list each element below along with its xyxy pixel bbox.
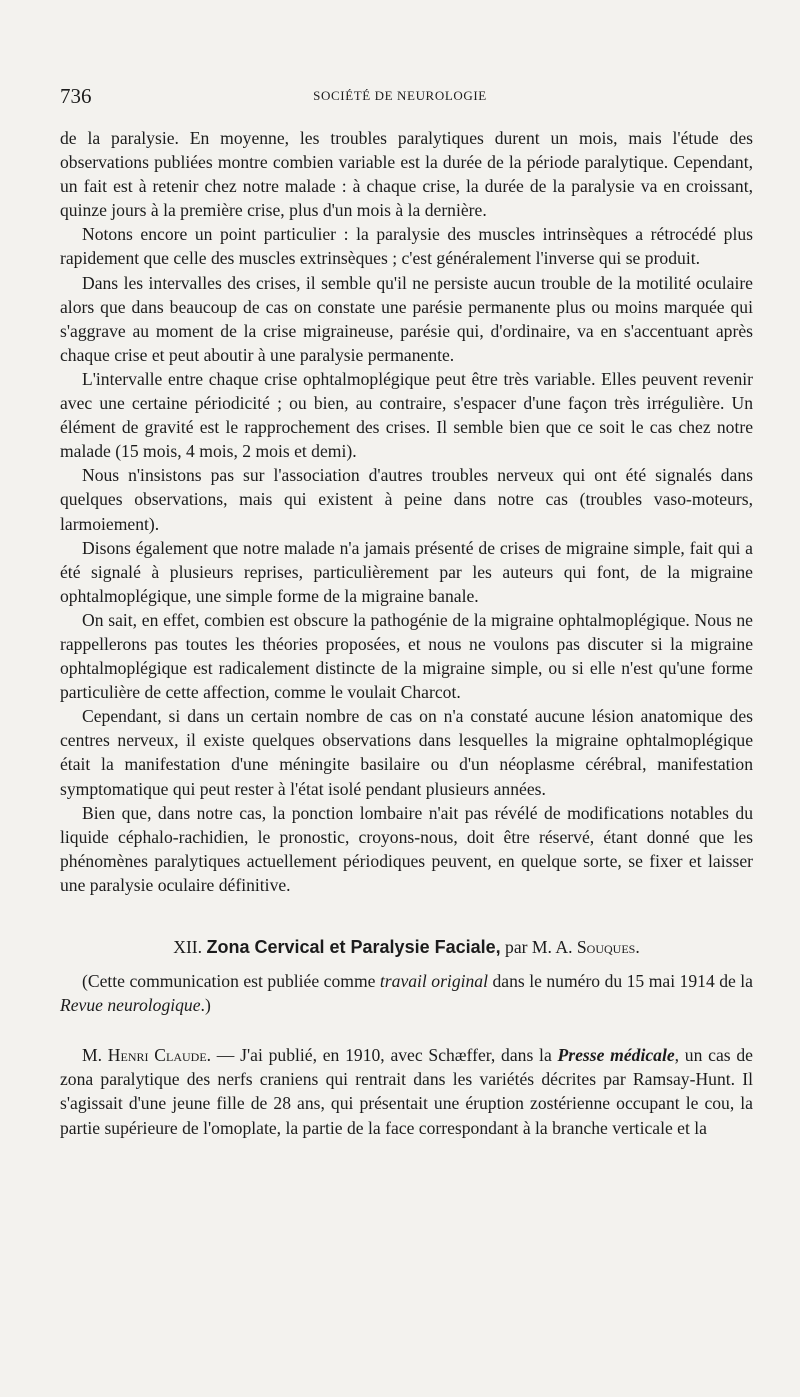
paragraph: de la paralysie. En moyenne, les troubles paralytiques durent un mois, mais l'étude des observations publiées montre combien variable est la durée de la période paralytique. Cependant, un fait est à retenir chez notre malade : à chaque crise, la durée de la paralysie va en croissant, quinze jours à la première crise, plus d'un mois à la dernière. bbox=[60, 128, 753, 221]
discussion-paragraph bbox=[60, 1043, 753, 1139]
note-text: .) bbox=[200, 995, 211, 1016]
note-text: dans le numéro du 15 mai 1914 de la bbox=[488, 971, 753, 992]
paragraph: On sait, en effet, combien est obscure la pathogénie de la migraine ophtalmoplégique. Nous ne rappellerons pas toutes les théories proposées, et nous ne voulons pas discuter si la migraine ophtalmoplégique est radicalement distincte de la migraine simple, ou si elle n'est qu'une forme particulière de cette affection, comme le voulait Charcot. bbox=[60, 609, 753, 703]
section-title: Zona Cervical et Paralysie Faciale, bbox=[206, 937, 501, 957]
paragraph: Bien que, dans notre cas, la ponction lombaire n'ait pas révélé de modifications notables du liquide céphalo-rachidien, le pronostic, croyons-nous, doit être réservé, étant donné que les phénomènes paralytiques actuellement périodiques peuvent, en quelque sorte, se fixer et laisser une paralysie oculaire définitive. bbox=[60, 802, 753, 895]
paragraph: Nous n'insistons pas sur l'association d'autres troubles nerveux qui ont été signalés dans quelques observations, mais qui existent à peine dans notre cas (troubles vaso-moteurs, larmoiement). bbox=[60, 465, 753, 534]
journal-title: Presse médicale bbox=[557, 1045, 675, 1066]
discussion-text: , un cas de zona paralytique des nerfs craniens qui rentrait dans les variétés décrites par Ramsay-Hunt. Il s'agissait d'une jeune fille de 28 ans, qui présentait une éruption zostérienne occupant le cou, la partie supérieure de l'omoplate, la partie de la face correspondant à la branche verticale et la bbox=[60, 1045, 753, 1138]
page-header bbox=[60, 84, 740, 112]
discussion-text: — J'ai publié, en 1910, avec Schæffer, dans la bbox=[211, 1045, 558, 1066]
note-journal-title: Revue neurologique bbox=[60, 995, 201, 1016]
paragraph: Notons encore un point particulier : la paralysie des muscles intrinsèques a rétrocédé plus rapidement que celle des muscles extrinsèques ; c'est généralement l'inverse qui se produit. bbox=[60, 224, 753, 269]
paragraph: Disons également que notre malade n'a jamais présenté de crises de migraine simple, fait qui a été signalé à plusieurs reprises, particulièrement par les auteurs qui font, de la migraine ophtalmoplégique, une simple forme de la migraine banale. bbox=[60, 537, 753, 606]
body-text bbox=[60, 126, 753, 1140]
section-number: XII. bbox=[173, 937, 203, 957]
section-byline: par M. A. bbox=[505, 937, 573, 957]
paragraph: L'intervalle entre chaque crise ophtalmoplégique peut être très variable. Elles peuvent revenir avec une certaine périodicité ; ou bien, au contraire, s'espacer d'une façon très irrégulière. Un élément de gravité est le rapprochement des crises. Il semble bien que ce soit le cas chez notre malade (15 mois, 4 mois, 2 mois et demi). bbox=[60, 368, 753, 462]
note-italic-original: travail original bbox=[379, 971, 488, 992]
speaker-name: M. Henri Claude. bbox=[82, 1045, 212, 1066]
paragraph: Dans les intervalles des crises, il semble qu'il ne persiste aucun trouble de la motilité oculaire alors que dans beaucoup de cas on constate une parésie permanente plus ou moins marquée qui s'aggrave au moment de la crise migraineuse, parésie qui, d'ordinaire, va en s'accentuant après chaque crise et peut aboutir à une paralysie permanente. bbox=[60, 272, 753, 365]
section-author: Souques. bbox=[576, 937, 640, 957]
running-title: SOCIÉTÉ DE NEUROLOGIE bbox=[313, 88, 487, 103]
paragraph: Cependant, si dans un certain nombre de cas on n'a constaté aucune lésion anatomique des centres nerveux, il existe quelques observations dans lesquelles la migraine ophtalmoplégique était la manifestation d'une méningite basilaire ou d'un néoplasme cérébral, manifestation symptomatique qui peut rester à l'état isolé pendant plusieurs années. bbox=[60, 706, 753, 799]
publication-note bbox=[60, 969, 753, 1017]
page-number: 736 bbox=[60, 84, 92, 108]
note-text: (Cette communication est publiée comme bbox=[82, 971, 380, 992]
section-heading bbox=[60, 935, 753, 959]
